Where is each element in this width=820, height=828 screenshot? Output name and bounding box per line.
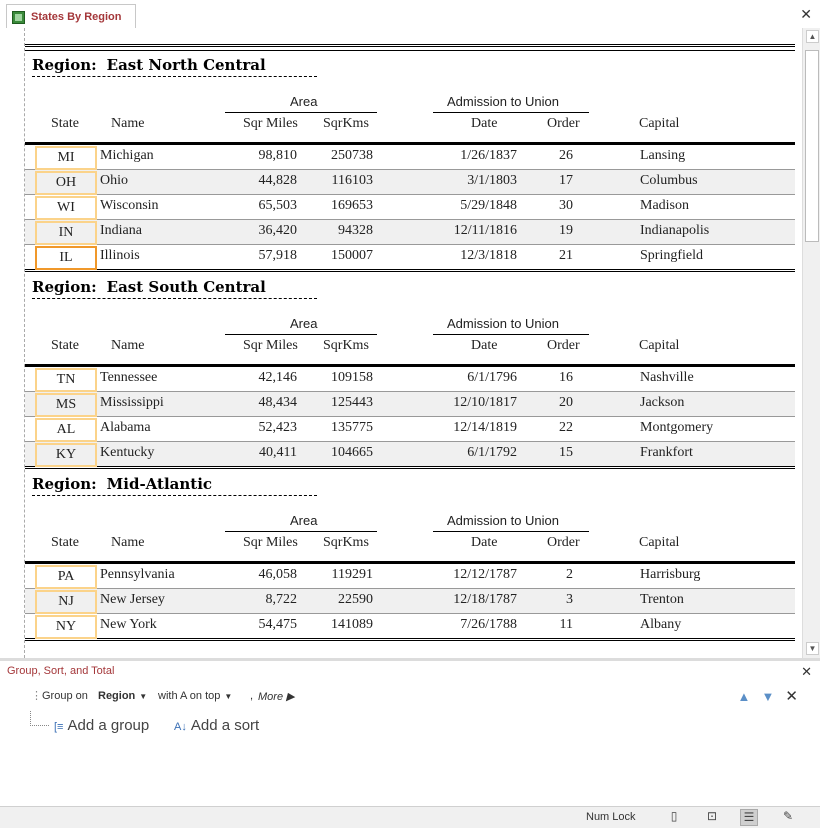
layout-view-icon[interactable]: ☰ <box>740 809 758 826</box>
sqrkms-cell[interactable]: 94328 <box>338 223 373 238</box>
sqrkms-cell[interactable]: 141089 <box>331 617 373 632</box>
scroll-thumb[interactable] <box>805 50 819 242</box>
close-pane-icon[interactable]: ✕ <box>801 664 812 679</box>
name-cell[interactable]: New York <box>100 617 157 632</box>
close-document-icon[interactable]: ✕ <box>800 6 812 22</box>
group-sort-total-pane <box>0 658 820 809</box>
admission-rule <box>433 334 589 335</box>
sqrkms-cell[interactable]: 109158 <box>331 370 373 385</box>
group-on-field-value: Region <box>98 690 136 702</box>
sqrkms-cell[interactable]: 116103 <box>331 173 373 188</box>
column-headers <box>25 513 795 563</box>
region-top-rule <box>25 44 795 51</box>
order-cell[interactable]: 22 <box>559 420 573 435</box>
admission-rule <box>433 531 589 532</box>
sqrkms-cell[interactable]: 250738 <box>331 148 373 163</box>
scroll-up-icon[interactable]: ▲ <box>806 30 819 43</box>
region-detail-rows <box>25 142 795 272</box>
date-cell[interactable]: 3/1/1803 <box>467 173 517 188</box>
add-sort-button[interactable] <box>174 717 259 734</box>
capital-cell[interactable]: Nashville <box>640 370 694 385</box>
date-cell[interactable]: 1/26/1837 <box>460 148 517 163</box>
capital-cell[interactable]: Albany <box>640 617 682 632</box>
name-cell[interactable]: New Jersey <box>100 592 165 607</box>
sort-order-value: with A on top <box>158 690 221 702</box>
name-cell[interactable]: Michigan <box>100 148 154 163</box>
table-row[interactable] <box>25 170 795 195</box>
date-column-header: Date <box>471 535 498 550</box>
region-value[interactable]: East South Central <box>106 278 266 296</box>
name-cell[interactable]: Tennessee <box>100 370 158 385</box>
region-detail-rows <box>25 364 795 469</box>
report-body <box>25 28 795 641</box>
region-title <box>32 475 212 493</box>
region-underline <box>32 76 317 77</box>
sqr-miles-cell[interactable]: 40,411 <box>259 445 297 460</box>
region-value[interactable]: East North Central <box>106 56 266 74</box>
capital-cell[interactable]: Madison <box>640 198 689 213</box>
state-cell[interactable]: MI <box>35 146 97 170</box>
capital-column-header: Capital <box>639 116 680 131</box>
capital-column-header: Capital <box>639 338 680 353</box>
more-label: More <box>258 691 284 703</box>
region-group-header <box>25 28 795 142</box>
design-view-icon[interactable]: ✎ <box>782 809 794 823</box>
order-cell[interactable]: 21 <box>559 248 573 263</box>
state-cell[interactable]: IL <box>35 246 97 270</box>
capital-cell[interactable]: Trenton <box>640 592 684 607</box>
sqrkms-column-header: SqrKms <box>323 535 369 550</box>
table-row[interactable] <box>25 614 795 638</box>
order-cell[interactable]: 20 <box>559 395 573 410</box>
date-cell[interactable]: 12/11/1816 <box>453 223 517 238</box>
column-headers <box>25 316 795 366</box>
capital-cell[interactable]: Lansing <box>640 148 686 163</box>
name-column-header: Name <box>111 338 145 353</box>
date-cell[interactable]: 12/12/1787 <box>453 567 517 582</box>
admission-rule <box>433 112 589 113</box>
admission-group-label: Admission to Union <box>447 316 559 331</box>
capital-cell[interactable]: Harrisburg <box>640 567 701 582</box>
sqr-miles-column-header: Sqr Miles <box>243 116 298 131</box>
sqrkms-cell[interactable]: 125443 <box>331 395 373 410</box>
capital-cell[interactable]: Indianapolis <box>640 223 710 238</box>
state-cell[interactable]: IN <box>35 221 97 245</box>
table-row[interactable] <box>25 220 795 245</box>
name-cell[interactable]: Illinois <box>100 248 140 263</box>
group-on-label: Group on <box>42 690 88 702</box>
region-group-header <box>25 469 795 561</box>
report-view-icon[interactable]: ▯ <box>670 809 678 823</box>
order-cell[interactable]: 3 <box>566 592 573 607</box>
add-group-label: Add a group <box>67 717 150 734</box>
chevron-down-icon: ▼ <box>224 692 233 701</box>
region-detail-rows <box>25 561 795 641</box>
region-label: Region: <box>32 475 97 493</box>
name-column-header: Name <box>111 535 145 550</box>
move-up-icon[interactable]: ▲ <box>737 689 751 704</box>
state-cell[interactable]: PA <box>35 565 97 589</box>
scroll-down-icon[interactable]: ▼ <box>806 642 819 655</box>
area-rule <box>225 112 377 113</box>
tree-connector <box>30 711 49 726</box>
sqrkms-cell[interactable]: 119291 <box>331 567 373 582</box>
capital-cell[interactable]: Columbus <box>640 173 698 188</box>
date-cell[interactable]: 12/18/1787 <box>453 592 517 607</box>
tab-title: States By Region <box>31 11 122 23</box>
state-cell[interactable]: OH <box>35 171 97 195</box>
sqr-miles-column-header: Sqr Miles <box>243 535 298 550</box>
area-rule <box>225 334 377 335</box>
separator-comma: , <box>250 690 254 702</box>
area-group-label: Area <box>290 513 318 528</box>
sqr-miles-cell[interactable]: 52,423 <box>258 420 297 435</box>
order-cell[interactable]: 2 <box>566 567 573 582</box>
name-cell[interactable]: Wisconsin <box>100 198 159 213</box>
group-sort-total-title: Group, Sort, and Total <box>7 665 115 677</box>
add-group-icon: [≡ <box>54 721 64 733</box>
report-view <box>0 28 802 658</box>
region-underline <box>32 298 317 299</box>
order-cell[interactable]: 26 <box>559 148 573 163</box>
state-cell[interactable]: NY <box>35 615 97 639</box>
order-cell[interactable]: 16 <box>559 370 573 385</box>
table-row[interactable] <box>25 195 795 220</box>
state-column-header: State <box>51 535 79 550</box>
sqr-miles-cell[interactable]: 8,722 <box>265 592 297 607</box>
delete-level-icon[interactable]: ✕ <box>785 688 798 705</box>
order-column-header: Order <box>547 116 580 131</box>
add-sort-label: Add a sort <box>190 717 260 734</box>
area-rule <box>225 531 377 532</box>
name-cell[interactable]: Pennsylvania <box>100 567 175 582</box>
arrow-right-icon: ▶ <box>286 691 295 703</box>
region-underline <box>32 495 317 496</box>
sqrkms-cell[interactable]: 104665 <box>331 445 373 460</box>
report-icon <box>12 11 25 24</box>
table-row[interactable] <box>25 145 795 170</box>
region-value[interactable]: Mid-Atlantic <box>106 475 213 493</box>
state-cell[interactable]: WI <box>35 196 97 220</box>
admission-group-label: Admission to Union <box>447 513 559 528</box>
name-cell[interactable]: Mississippi <box>100 395 164 410</box>
state-cell[interactable]: KY <box>35 443 97 467</box>
sqrkms-cell[interactable]: 22590 <box>338 592 373 607</box>
sqr-miles-cell[interactable]: 42,146 <box>258 370 297 385</box>
vertical-scrollbar[interactable] <box>802 28 820 658</box>
order-cell[interactable]: 15 <box>559 445 573 460</box>
date-column-header: Date <box>471 338 498 353</box>
date-cell[interactable]: 6/1/1792 <box>467 445 517 460</box>
date-column-header: Date <box>471 116 498 131</box>
state-cell[interactable]: AL <box>35 418 97 442</box>
capital-cell[interactable]: Montgomery <box>640 420 714 435</box>
name-cell[interactable]: Alabama <box>100 420 151 435</box>
sqr-miles-cell[interactable]: 44,828 <box>258 173 297 188</box>
region-label: Region: <box>32 278 97 296</box>
state-column-header: State <box>51 116 79 131</box>
group-level-row[interactable] <box>28 687 798 709</box>
table-row[interactable] <box>25 442 795 466</box>
date-cell[interactable]: 6/1/1796 <box>467 370 517 385</box>
status-bar <box>0 806 820 828</box>
print-preview-icon[interactable]: ⊡ <box>706 809 718 823</box>
add-group-button[interactable] <box>54 717 149 734</box>
state-cell[interactable]: NJ <box>35 590 97 614</box>
region-label: Region: <box>32 56 97 74</box>
capital-column-header: Capital <box>639 535 680 550</box>
capital-cell[interactable]: Frankfort <box>640 445 693 460</box>
sqr-miles-cell[interactable]: 57,918 <box>258 248 297 263</box>
state-cell[interactable]: TN <box>35 368 97 392</box>
table-row[interactable] <box>25 417 795 442</box>
order-cell[interactable]: 19 <box>559 223 573 238</box>
table-row[interactable] <box>25 564 795 589</box>
area-group-label: Area <box>290 316 318 331</box>
region-title <box>32 278 266 296</box>
order-cell[interactable]: 30 <box>559 198 573 213</box>
sqr-miles-cell[interactable]: 65,503 <box>258 198 297 213</box>
table-row[interactable] <box>25 392 795 417</box>
sqr-miles-column-header: Sqr Miles <box>243 338 298 353</box>
name-column-header: Name <box>111 116 145 131</box>
date-cell[interactable]: 7/26/1788 <box>460 617 517 632</box>
sqrkms-column-header: SqrKms <box>323 338 369 353</box>
table-row[interactable] <box>25 367 795 392</box>
table-row[interactable] <box>25 245 795 269</box>
group-on-field[interactable] <box>98 690 147 702</box>
chevron-down-icon: ▼ <box>139 692 148 701</box>
name-cell[interactable]: Indiana <box>100 223 142 238</box>
sort-az-icon: A↓ <box>174 721 187 733</box>
state-column-header: State <box>51 338 79 353</box>
sqrkms-cell[interactable]: 135775 <box>331 420 373 435</box>
date-cell[interactable]: 12/14/1819 <box>453 420 517 435</box>
sqr-miles-cell[interactable]: 54,475 <box>258 617 297 632</box>
name-cell[interactable]: Kentucky <box>100 445 155 460</box>
column-headers <box>25 94 795 144</box>
region-group-header <box>25 272 795 364</box>
num-lock-indicator: Num Lock <box>586 811 636 823</box>
tab-states-by-region[interactable] <box>6 4 136 29</box>
date-cell[interactable]: 12/10/1817 <box>453 395 517 410</box>
sqrkms-cell[interactable]: 150007 <box>331 248 373 263</box>
sort-order-select[interactable] <box>158 690 232 702</box>
order-cell[interactable]: 17 <box>559 173 573 188</box>
order-column-header: Order <box>547 535 580 550</box>
order-cell[interactable]: 11 <box>559 617 573 632</box>
drag-handle-icon[interactable]: ⋮ <box>31 690 42 702</box>
sqr-miles-cell[interactable]: 98,810 <box>258 148 297 163</box>
document-tab-bar <box>0 0 820 29</box>
sqrkms-column-header: SqrKms <box>323 116 369 131</box>
date-cell[interactable]: 12/3/1818 <box>460 248 517 263</box>
sqrkms-cell[interactable]: 169653 <box>331 198 373 213</box>
date-cell[interactable]: 5/29/1848 <box>460 198 517 213</box>
admission-group-label: Admission to Union <box>447 94 559 109</box>
more-options-link[interactable] <box>258 690 295 703</box>
sqr-miles-cell[interactable]: 46,058 <box>258 567 297 582</box>
capital-cell[interactable]: Springfield <box>640 248 703 263</box>
order-column-header: Order <box>547 338 580 353</box>
state-cell[interactable]: MS <box>35 393 97 417</box>
area-group-label: Area <box>290 94 318 109</box>
move-down-icon[interactable]: ▼ <box>761 689 775 704</box>
capital-cell[interactable]: Jackson <box>640 395 685 410</box>
name-cell[interactable]: Ohio <box>100 173 128 188</box>
group-level-tools <box>730 687 798 705</box>
table-row[interactable] <box>25 589 795 614</box>
sqr-miles-cell[interactable]: 36,420 <box>258 223 297 238</box>
sqr-miles-cell[interactable]: 48,434 <box>258 395 297 410</box>
region-title <box>32 56 266 74</box>
